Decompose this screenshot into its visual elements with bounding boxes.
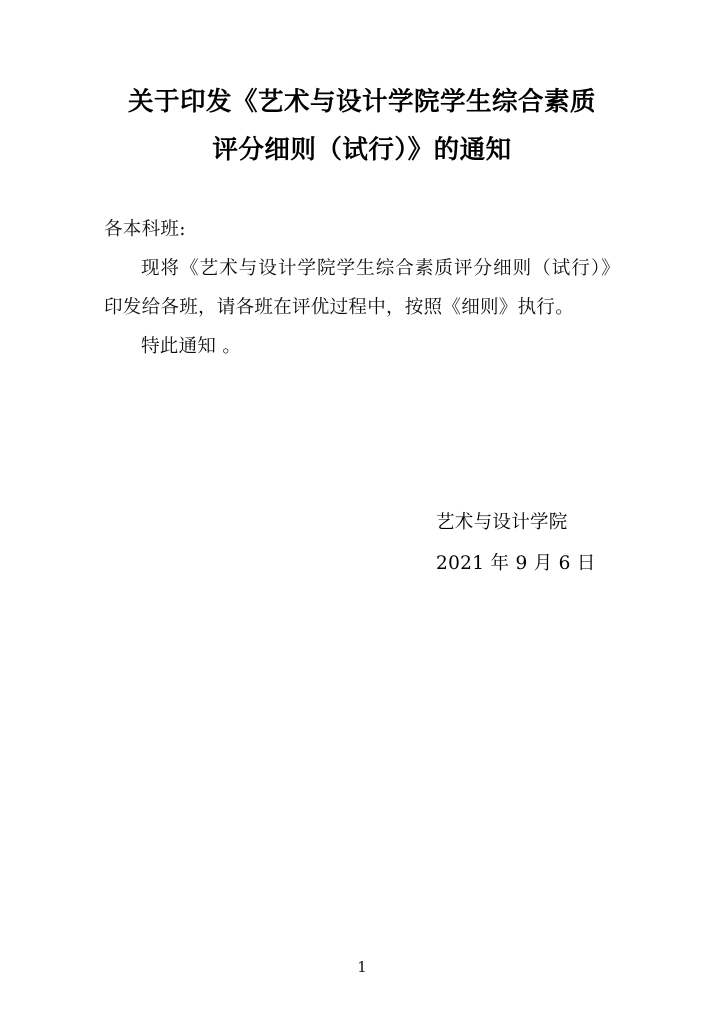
- signature-block: [0, 502, 724, 584]
- salutation: 各本科班:: [104, 219, 186, 240]
- page-number: 1: [357, 958, 367, 976]
- page-title: [104, 0, 620, 174]
- document-body: [104, 210, 620, 366]
- page-title-line-2: 评分细则（试行）》的通知: [212, 135, 512, 165]
- signature-date: 2021 年 9 月 6 日: [436, 553, 596, 574]
- signature-organization: 艺术与设计学院: [436, 512, 568, 533]
- page-title-line-1: 关于印发《艺术与设计学院学生综合素质: [127, 87, 596, 117]
- body-paragraph-1: 现将《艺术与设计学院学生综合素质评分细则（试行）》印发给各班，请各班在评优过程中，按照《细则》执行。: [104, 258, 620, 318]
- body-paragraph-2: 特此通知 。: [141, 336, 242, 357]
